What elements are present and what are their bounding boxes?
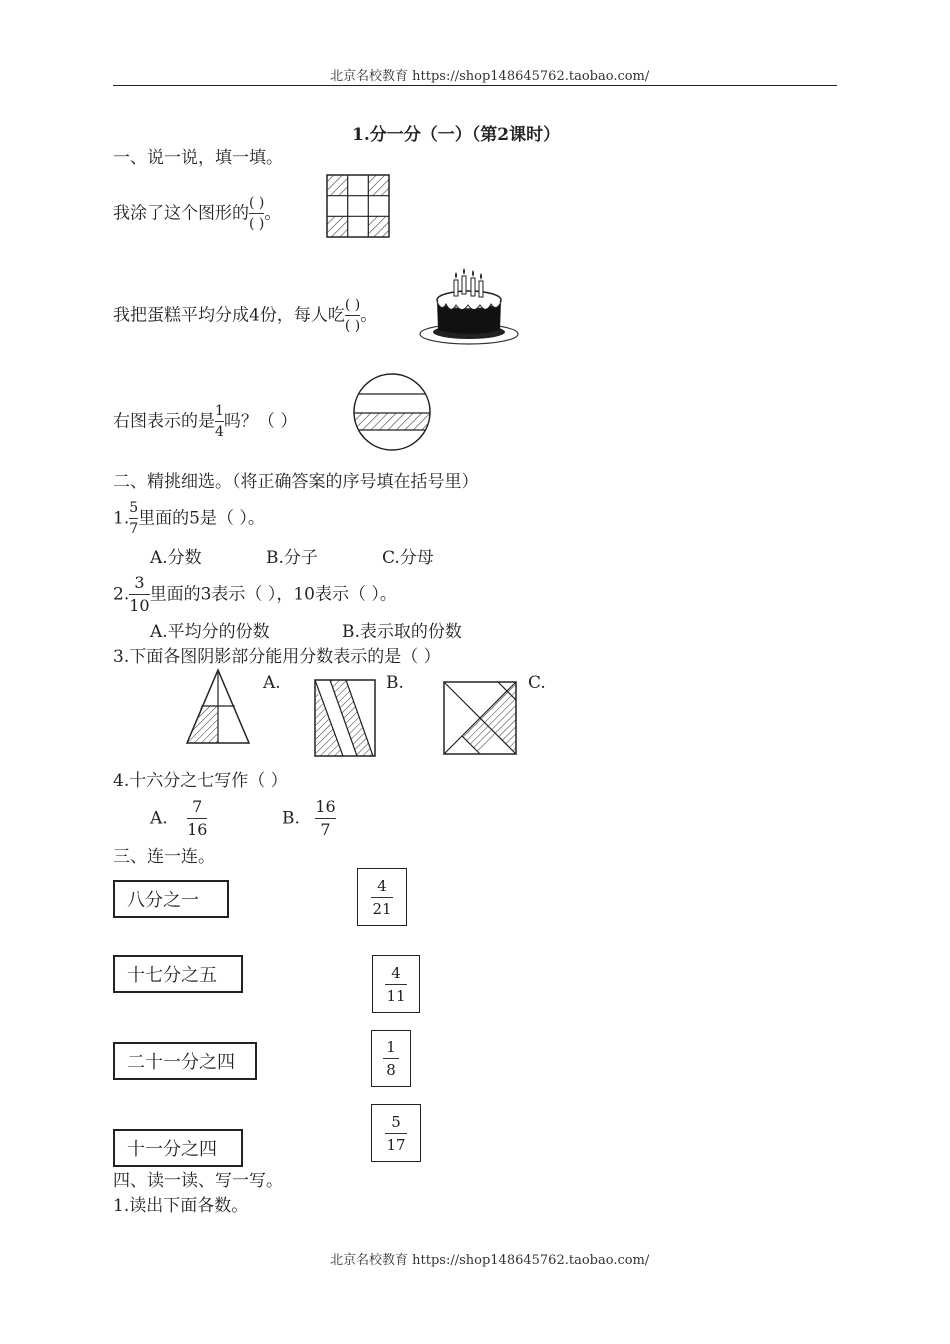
s2-q2-fraction [129, 574, 149, 615]
s1-q3-fraction [215, 403, 224, 440]
fraction-numerator: 4 [391, 963, 401, 982]
word-box-4[interactable]: 十一分之四 [113, 1129, 243, 1167]
s2-q2 [113, 574, 397, 615]
fraction-bar [371, 897, 393, 898]
square-figure [442, 680, 518, 756]
fraction-bar [345, 315, 360, 316]
fraction-numerator: 7 [192, 797, 203, 816]
fraction-box-4[interactable] [371, 1104, 421, 1162]
fraction-denominator: 10 [129, 596, 150, 615]
fraction [383, 1038, 399, 1079]
fraction-box-2[interactable] [372, 955, 420, 1013]
word-box-2[interactable]: 十七分之五 [113, 955, 243, 993]
fraction-bar [385, 1133, 407, 1134]
fraction-numerator: 3 [134, 573, 145, 592]
fraction-denominator: 7 [129, 521, 139, 537]
section4-heading: 四、读一读、写一写。 [113, 1171, 283, 1191]
fraction-numerator: 5 [391, 1112, 401, 1131]
word-box-3[interactable]: 二十一分之四 [113, 1042, 257, 1080]
s1-q2-fraction [345, 297, 360, 334]
s1-q2 [113, 297, 377, 334]
section3-heading: 三、连一连。 [113, 847, 215, 867]
page-title: 1.分一分（一）（第2课时） [352, 125, 561, 145]
s2-q4-b-fraction [315, 798, 335, 839]
s2-q2-option-a: A.平均分的份数 [150, 622, 270, 642]
fraction-numerator: 1 [215, 403, 224, 419]
question-number: 1. [113, 508, 130, 529]
fraction-numerator: 16 [315, 797, 336, 816]
s1-q1-fraction [249, 195, 264, 232]
s2-q3-option-b: B. [386, 673, 404, 693]
fraction-numerator: ( ) [249, 195, 265, 211]
s2-q1 [113, 500, 265, 537]
header-rule [113, 85, 837, 86]
word-box-1[interactable]: 八分之一 [113, 880, 229, 918]
fraction-box-3[interactable] [371, 1030, 411, 1087]
s1-q3-suffix: 吗？（ ） [223, 411, 298, 432]
fraction-denominator: 17 [386, 1135, 406, 1154]
fraction-denominator: 21 [372, 899, 392, 918]
s2-q4-option-b [282, 798, 336, 839]
s4-q1-text: 1.读出下面各数。 [113, 1196, 249, 1216]
s1-q3 [113, 403, 297, 440]
fraction [385, 964, 407, 1005]
s2-q3-option-c: C. [528, 673, 546, 693]
s2-q3-text: 3.下面各图阴影部分能用分数表示的是（ ） [113, 647, 441, 667]
s1-q2-suffix: 。 [360, 305, 378, 326]
s1-q1-prefix: 我涂了这个图形的 [113, 203, 249, 224]
s1-q3-prefix: 右图表示的是 [113, 411, 215, 432]
fraction-box-1[interactable] [357, 868, 407, 926]
option-label: A. [150, 808, 168, 829]
fraction-bar [249, 213, 264, 214]
s2-q1-option-b: B.分子 [266, 548, 318, 568]
option-label: B. [282, 808, 300, 829]
s1-q1 [113, 195, 281, 232]
question-number: 2. [113, 584, 130, 605]
fraction-bar [187, 818, 207, 819]
fraction-denominator: 8 [386, 1061, 396, 1079]
fraction-bar [129, 518, 138, 519]
fraction-numerator: 1 [386, 1038, 396, 1056]
fraction [371, 877, 393, 918]
page-header: 北京名校教育 https://shop148645762.taobao.com/ [330, 69, 650, 84]
fraction-bar [215, 421, 224, 422]
s2-q2-option-b: B.表示取的份数 [342, 622, 462, 642]
fraction-bar [383, 1058, 399, 1059]
fraction-bar [385, 984, 407, 985]
fraction-bar [129, 594, 149, 595]
s2-q1-text: 里面的5是（ ）。 [138, 508, 265, 529]
fraction-numerator: ( ) [344, 297, 361, 313]
fraction-denominator: ( ) [249, 216, 265, 232]
cake-illustration [418, 272, 520, 346]
fraction-bar [315, 818, 335, 819]
s1-q1-suffix: 。 [264, 203, 282, 224]
section2-heading: 二、精挑细选。（将正确答案的序号填在括号里） [113, 472, 479, 492]
circle-figure [352, 372, 432, 452]
fraction-numerator: 5 [129, 500, 139, 516]
fraction-denominator: 16 [187, 820, 208, 839]
fraction-denominator: ( ) [344, 318, 361, 334]
s2-q3-option-a: A. [263, 673, 281, 693]
s2-q1-fraction [129, 500, 138, 537]
s2-q2-text: 里面的3表示（ ），10表示（ ）。 [149, 584, 397, 605]
s2-q1-option-a: A.分数 [150, 548, 202, 568]
triangle-figure [184, 668, 252, 746]
section1-heading: 一、说一说，填一填。 [113, 148, 283, 168]
page-footer: 北京名校教育 https://shop148645762.taobao.com/ [330, 1253, 650, 1268]
fraction-denominator: 4 [215, 424, 224, 440]
fraction [385, 1113, 407, 1154]
s2-q4-a-fraction [187, 798, 207, 839]
s1-q2-prefix: 我把蛋糕平均分成4份，每人吃 [113, 305, 345, 326]
s2-q4-text: 4.十六分之七写作（ ） [113, 771, 288, 791]
s2-q4-option-a [150, 798, 207, 839]
s2-q1-option-c: C.分母 [382, 548, 434, 568]
rectangle-figure [313, 678, 377, 758]
fraction-denominator: 7 [320, 820, 331, 839]
fraction-denominator: 11 [386, 986, 406, 1005]
grid-figure [326, 174, 390, 238]
fraction-numerator: 4 [377, 876, 387, 895]
